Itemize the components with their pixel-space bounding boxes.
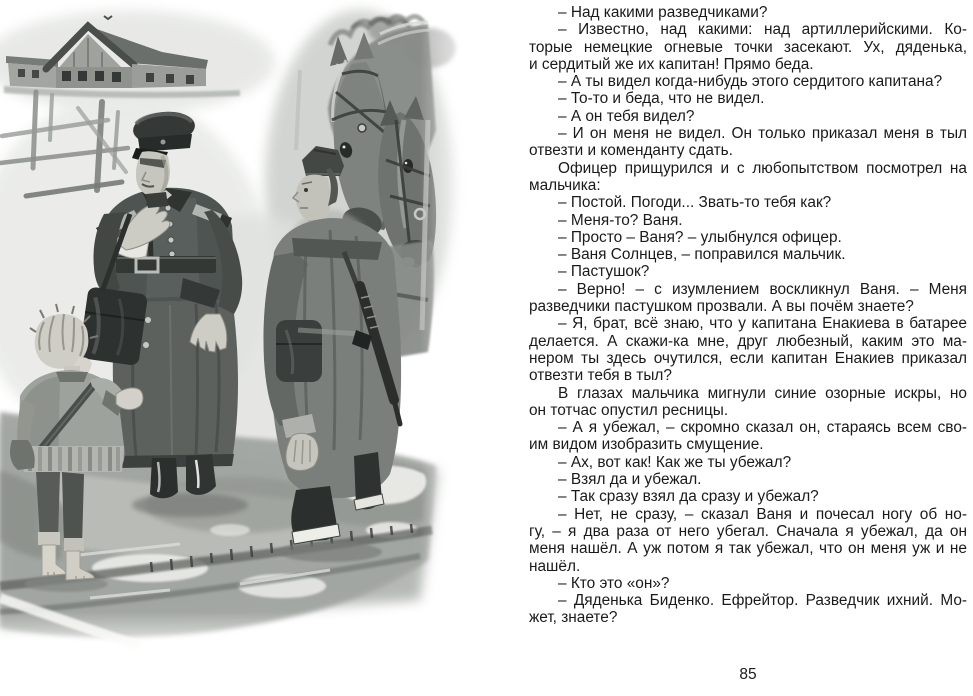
text-line: разведчики пастушком прозвали. А вы почём знаете? <box>529 298 914 316</box>
text-line: им видом изобразить смущение. <box>529 436 764 454</box>
text-line: нером ты здесь очутился, если капитан Енакиев приказал <box>529 349 967 367</box>
text-line: жет, знаете? <box>529 609 618 627</box>
text-line: В глазах мальчика мигнули синие озорные искры, но <box>558 384 967 402</box>
text-line: и сердитый же их капитан! Прямо беда. <box>529 55 814 73</box>
text-line: меня нашёл. А уж потом я так убежал, что он меня уж и не <box>529 540 967 558</box>
text-line: – Пастушок? <box>558 263 650 281</box>
text-line: – Постой. Погоди... Звать-то тебя как? <box>558 194 832 212</box>
text-line: он тотчас опустил ресницы. <box>529 401 729 419</box>
text-line: Офицер прищурился и с любопытством посмотрел на <box>558 159 967 177</box>
text-line: – Я, брат, всё знаю, что у капитана Енакиева в батарее <box>558 315 967 333</box>
story-text <box>529 4 967 627</box>
text-line: нашёл. <box>529 557 581 575</box>
text-line: – Дяденька Биденко. Ефрейтор. Разведчик ихний. Мо- <box>558 592 967 610</box>
text-line: делается. А скажи-ка мне, друг любезный, каким это ма- <box>529 332 967 350</box>
text-line: – То-то и беда, что не видел. <box>558 90 765 108</box>
text-line: – Ах, вот как! Как же ты убежал? <box>558 453 792 471</box>
text-line: – А я убежал, – скромно сказал он, стараясь всем сво- <box>558 419 967 437</box>
text-line: – Ваня Солнцев, – поправился мальчик. <box>558 246 846 264</box>
bottom-edge-fade <box>0 612 530 660</box>
text-line: мальчика: <box>529 176 601 194</box>
text-line: гу, – я два раза от него убегал. Сначала я убежал, да он <box>529 522 967 540</box>
text-line: – Взял да и убежал. <box>558 471 702 489</box>
text-line: – Меня-то? Ваня. <box>558 211 683 229</box>
text-line: – Кто это «он»? <box>558 574 670 592</box>
text-line: – Нет, не сразу, – сказал Ваня и почесал ногу об но- <box>558 505 967 523</box>
text-line: – Просто – Ваня? – улыбнулся офицер. <box>558 228 842 246</box>
text-line: отвезти тебя в тыл? <box>529 367 672 385</box>
right-edge-fade <box>420 0 530 660</box>
text-line: отвезти и коменданту сдать. <box>529 142 733 160</box>
text-line: – А он тебя видел? <box>558 107 695 125</box>
text-line: – Известно, над какими: над артиллерийскими. Ко- <box>558 21 967 39</box>
map-bag <box>79 286 148 366</box>
text-line: – Верно! – с изумлением воскликнул Ваня. – Меня <box>558 280 967 298</box>
text-line: торые немецкие огневые точки засекают. Ух, дяденька, <box>529 38 967 56</box>
text-line: – Над какими разведчиками? <box>558 4 768 21</box>
text-line: – А ты видел когда-нибудь этого сердитого капитана? <box>558 73 943 91</box>
text-line: – Так сразу взял да сразу и убежал? <box>558 488 819 506</box>
text-line: – И он меня не видел. Он только приказал меня в тыл <box>558 125 967 143</box>
page-number: 85 <box>739 666 757 683</box>
